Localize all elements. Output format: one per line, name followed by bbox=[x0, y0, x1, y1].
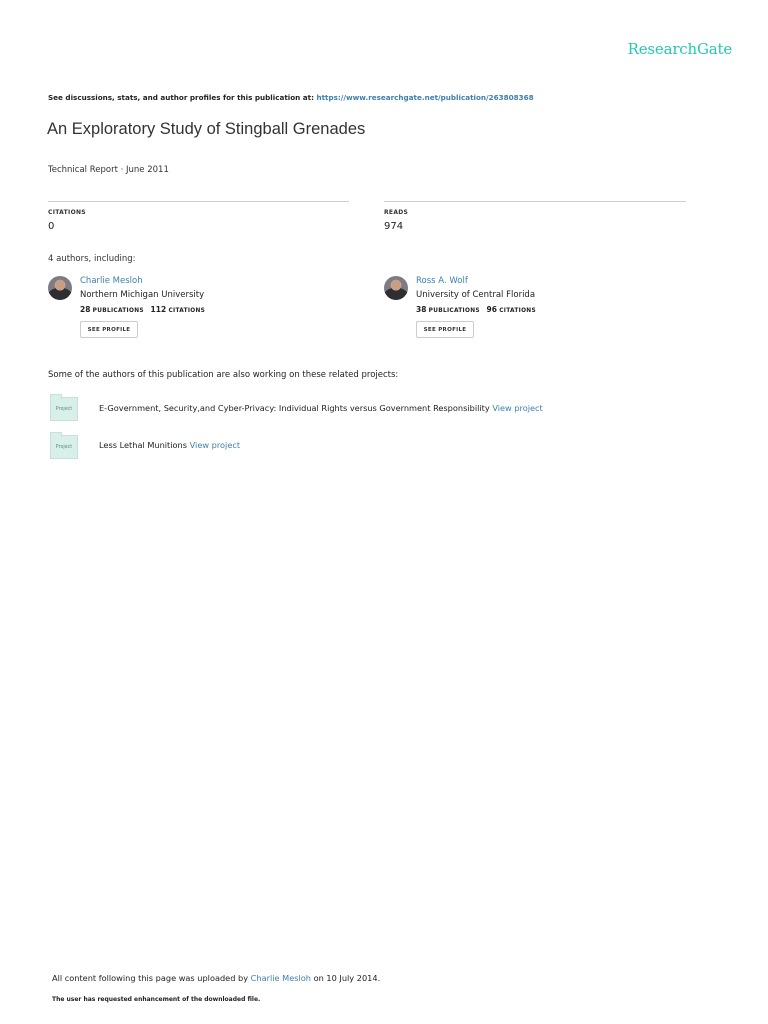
author-institution: Northern Michigan University bbox=[80, 290, 205, 300]
author-citations-label: CITATIONS bbox=[168, 308, 206, 314]
avatar[interactable] bbox=[48, 276, 72, 300]
author-publications-label: PUBLICATIONS bbox=[92, 308, 144, 314]
project-folder-icon bbox=[50, 397, 78, 421]
author-name-link[interactable]: Ross A. Wolf bbox=[416, 276, 468, 286]
enhancement-note: The user has requested enhancement of the downloaded file. bbox=[52, 996, 261, 1003]
author-publications-count: 38 bbox=[416, 305, 427, 314]
discussion-prefix: See discussions, stats, and author profiles for this publication at: bbox=[48, 93, 314, 102]
see-profile-button[interactable]: SEE PROFILE bbox=[416, 321, 474, 338]
project-title: E-Government, Security,and Cyber-Privacy: Individual Rights versus Government Responsibility bbox=[99, 403, 490, 413]
view-project-link[interactable]: View project bbox=[492, 403, 543, 413]
author-publications-count: 28 bbox=[80, 305, 91, 314]
upload-note bbox=[52, 973, 380, 983]
authors-intro: 4 authors, including: bbox=[48, 254, 136, 264]
reads-label: READS bbox=[384, 209, 409, 216]
author-institution: University of Central Florida bbox=[416, 290, 536, 300]
publication-title: An Exploratory Study of Stingball Grenades bbox=[47, 120, 366, 138]
project-item bbox=[99, 440, 240, 450]
citations-label: CITATIONS bbox=[48, 209, 86, 216]
discussion-line bbox=[48, 93, 534, 102]
author-citations-count: 112 bbox=[150, 305, 167, 314]
author-name-link[interactable]: Charlie Mesloh bbox=[80, 276, 143, 286]
publication-url-link[interactable]: https://www.researchgate.net/publication/263808368 bbox=[316, 93, 534, 102]
divider-left bbox=[48, 201, 349, 202]
project-item bbox=[99, 403, 543, 413]
reads-value: 974 bbox=[384, 221, 404, 232]
uploader-link[interactable]: Charlie Mesloh bbox=[250, 973, 311, 983]
author-publications-label: PUBLICATIONS bbox=[428, 308, 480, 314]
upload-suffix: on 10 July 2014. bbox=[313, 973, 381, 983]
avatar[interactable] bbox=[384, 276, 408, 300]
author-stats bbox=[80, 305, 205, 314]
author-citations-label: CITATIONS bbox=[499, 308, 536, 314]
view-project-link[interactable]: View project bbox=[189, 440, 241, 450]
project-folder-icon bbox=[50, 435, 78, 459]
see-profile-button[interactable]: SEE PROFILE bbox=[80, 321, 138, 338]
researchgate-logo[interactable]: ResearchGate bbox=[627, 40, 732, 58]
project-icon-label: Project bbox=[55, 406, 73, 412]
author-stats bbox=[416, 305, 536, 314]
upload-prefix: All content following this page was uploaded by bbox=[52, 973, 249, 983]
author-citations-count: 96 bbox=[486, 305, 497, 314]
publication-type-date: Technical Report · June 2011 bbox=[48, 165, 169, 175]
projects-intro: Some of the authors of this publication are also working on these related projects: bbox=[48, 370, 399, 380]
divider-right bbox=[384, 201, 686, 202]
project-icon-label: Project bbox=[55, 444, 73, 450]
project-title: Less Lethal Munitions bbox=[99, 440, 188, 450]
citations-value: 0 bbox=[48, 221, 55, 232]
